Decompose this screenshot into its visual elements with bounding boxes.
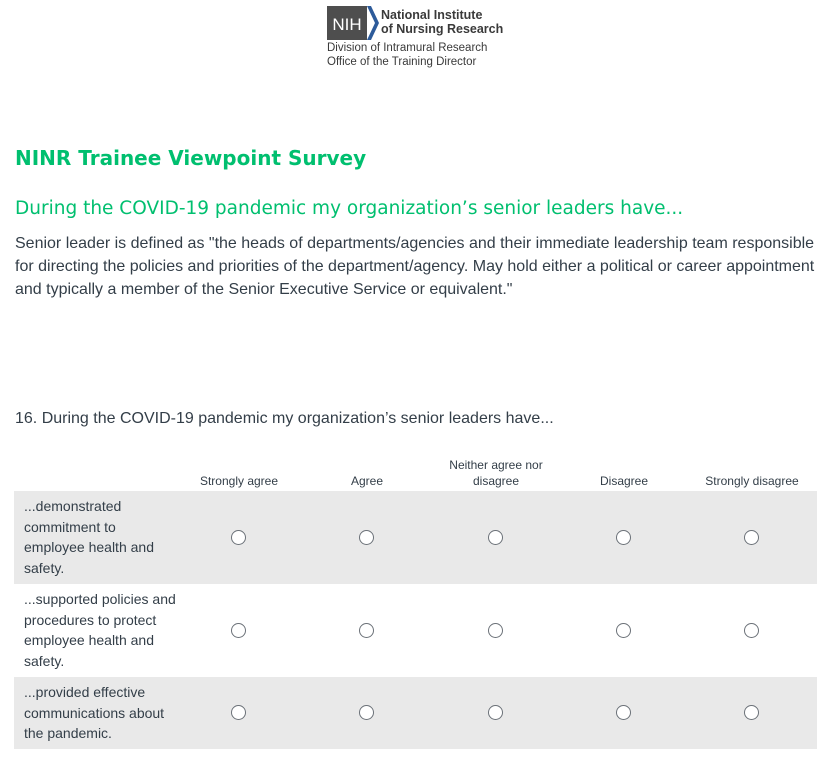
question-16-matrix xyxy=(14,456,817,749)
nih-logo-chevron xyxy=(367,6,379,40)
nih-logo-icon xyxy=(327,6,379,40)
matrix-row-health-safety-commitment xyxy=(14,491,817,584)
column-header-strongly-agree: Strongly agree xyxy=(199,474,279,488)
logo-institute-name xyxy=(381,8,503,36)
row-label: ...provided effective communications about the pandemic. xyxy=(24,684,165,741)
row-label: ...demonstrated commitment to employee health and safety. xyxy=(24,498,154,576)
radio-row1-disagree[interactable] xyxy=(616,530,631,545)
matrix-row-policies-procedures xyxy=(14,584,817,677)
radio-row2-strongly-agree[interactable] xyxy=(231,623,246,638)
radio-row2-neither[interactable] xyxy=(488,623,503,638)
row-label: ...supported policies and procedures to protect employee health and safety. xyxy=(24,591,176,669)
radio-row3-neither[interactable] xyxy=(488,705,503,720)
survey-title: NINR Trainee Viewpoint Survey xyxy=(15,146,367,170)
radio-row3-agree[interactable] xyxy=(359,705,374,720)
radio-row3-strongly-agree[interactable] xyxy=(231,705,246,720)
column-header-strongly-disagree: Strongly disagree xyxy=(705,474,799,488)
radio-row1-neither[interactable] xyxy=(488,530,503,545)
logo-sub-line-1: Division of Intramural Research xyxy=(327,42,488,54)
logo-name-line-1: National Institute xyxy=(381,8,483,22)
column-header-agree: Agree xyxy=(350,474,384,488)
radio-row1-strongly-disagree[interactable] xyxy=(744,530,759,545)
logo-name-line-2: of Nursing Research xyxy=(381,22,504,36)
nih-ninr-logo xyxy=(327,6,517,70)
nih-logo-text: NIH xyxy=(332,15,362,34)
radio-row2-disagree[interactable] xyxy=(616,623,631,638)
question-16-text: 16. During the COVID-19 pandemic my organization’s senior leaders have... xyxy=(15,410,554,427)
column-header-neither: Neither agree nor disagree xyxy=(449,458,543,488)
radio-row3-strongly-disagree[interactable] xyxy=(744,705,759,720)
column-header-disagree: Disagree xyxy=(599,474,649,488)
logo-division xyxy=(327,41,487,69)
radio-row1-agree[interactable] xyxy=(359,530,374,545)
matrix-header-row xyxy=(14,456,817,491)
radio-row3-disagree[interactable] xyxy=(616,705,631,720)
matrix-row-communications xyxy=(14,677,817,749)
radio-row2-strongly-disagree[interactable] xyxy=(744,623,759,638)
radio-row2-agree[interactable] xyxy=(359,623,374,638)
section-title: During the COVID-19 pandemic my organization’s senior leaders have... xyxy=(15,198,684,219)
radio-row1-strongly-agree[interactable] xyxy=(231,530,246,545)
section-description: Senior leader is defined as "the heads of departments/agencies and their immediate leadership team responsible for directing the policies and priorities of the department/agency. May hold either a political or career appointment and typically a member of the Senior Executive Service or equivalent." xyxy=(15,235,815,298)
logo-sub-line-2: Office of the Training Director xyxy=(327,56,477,68)
